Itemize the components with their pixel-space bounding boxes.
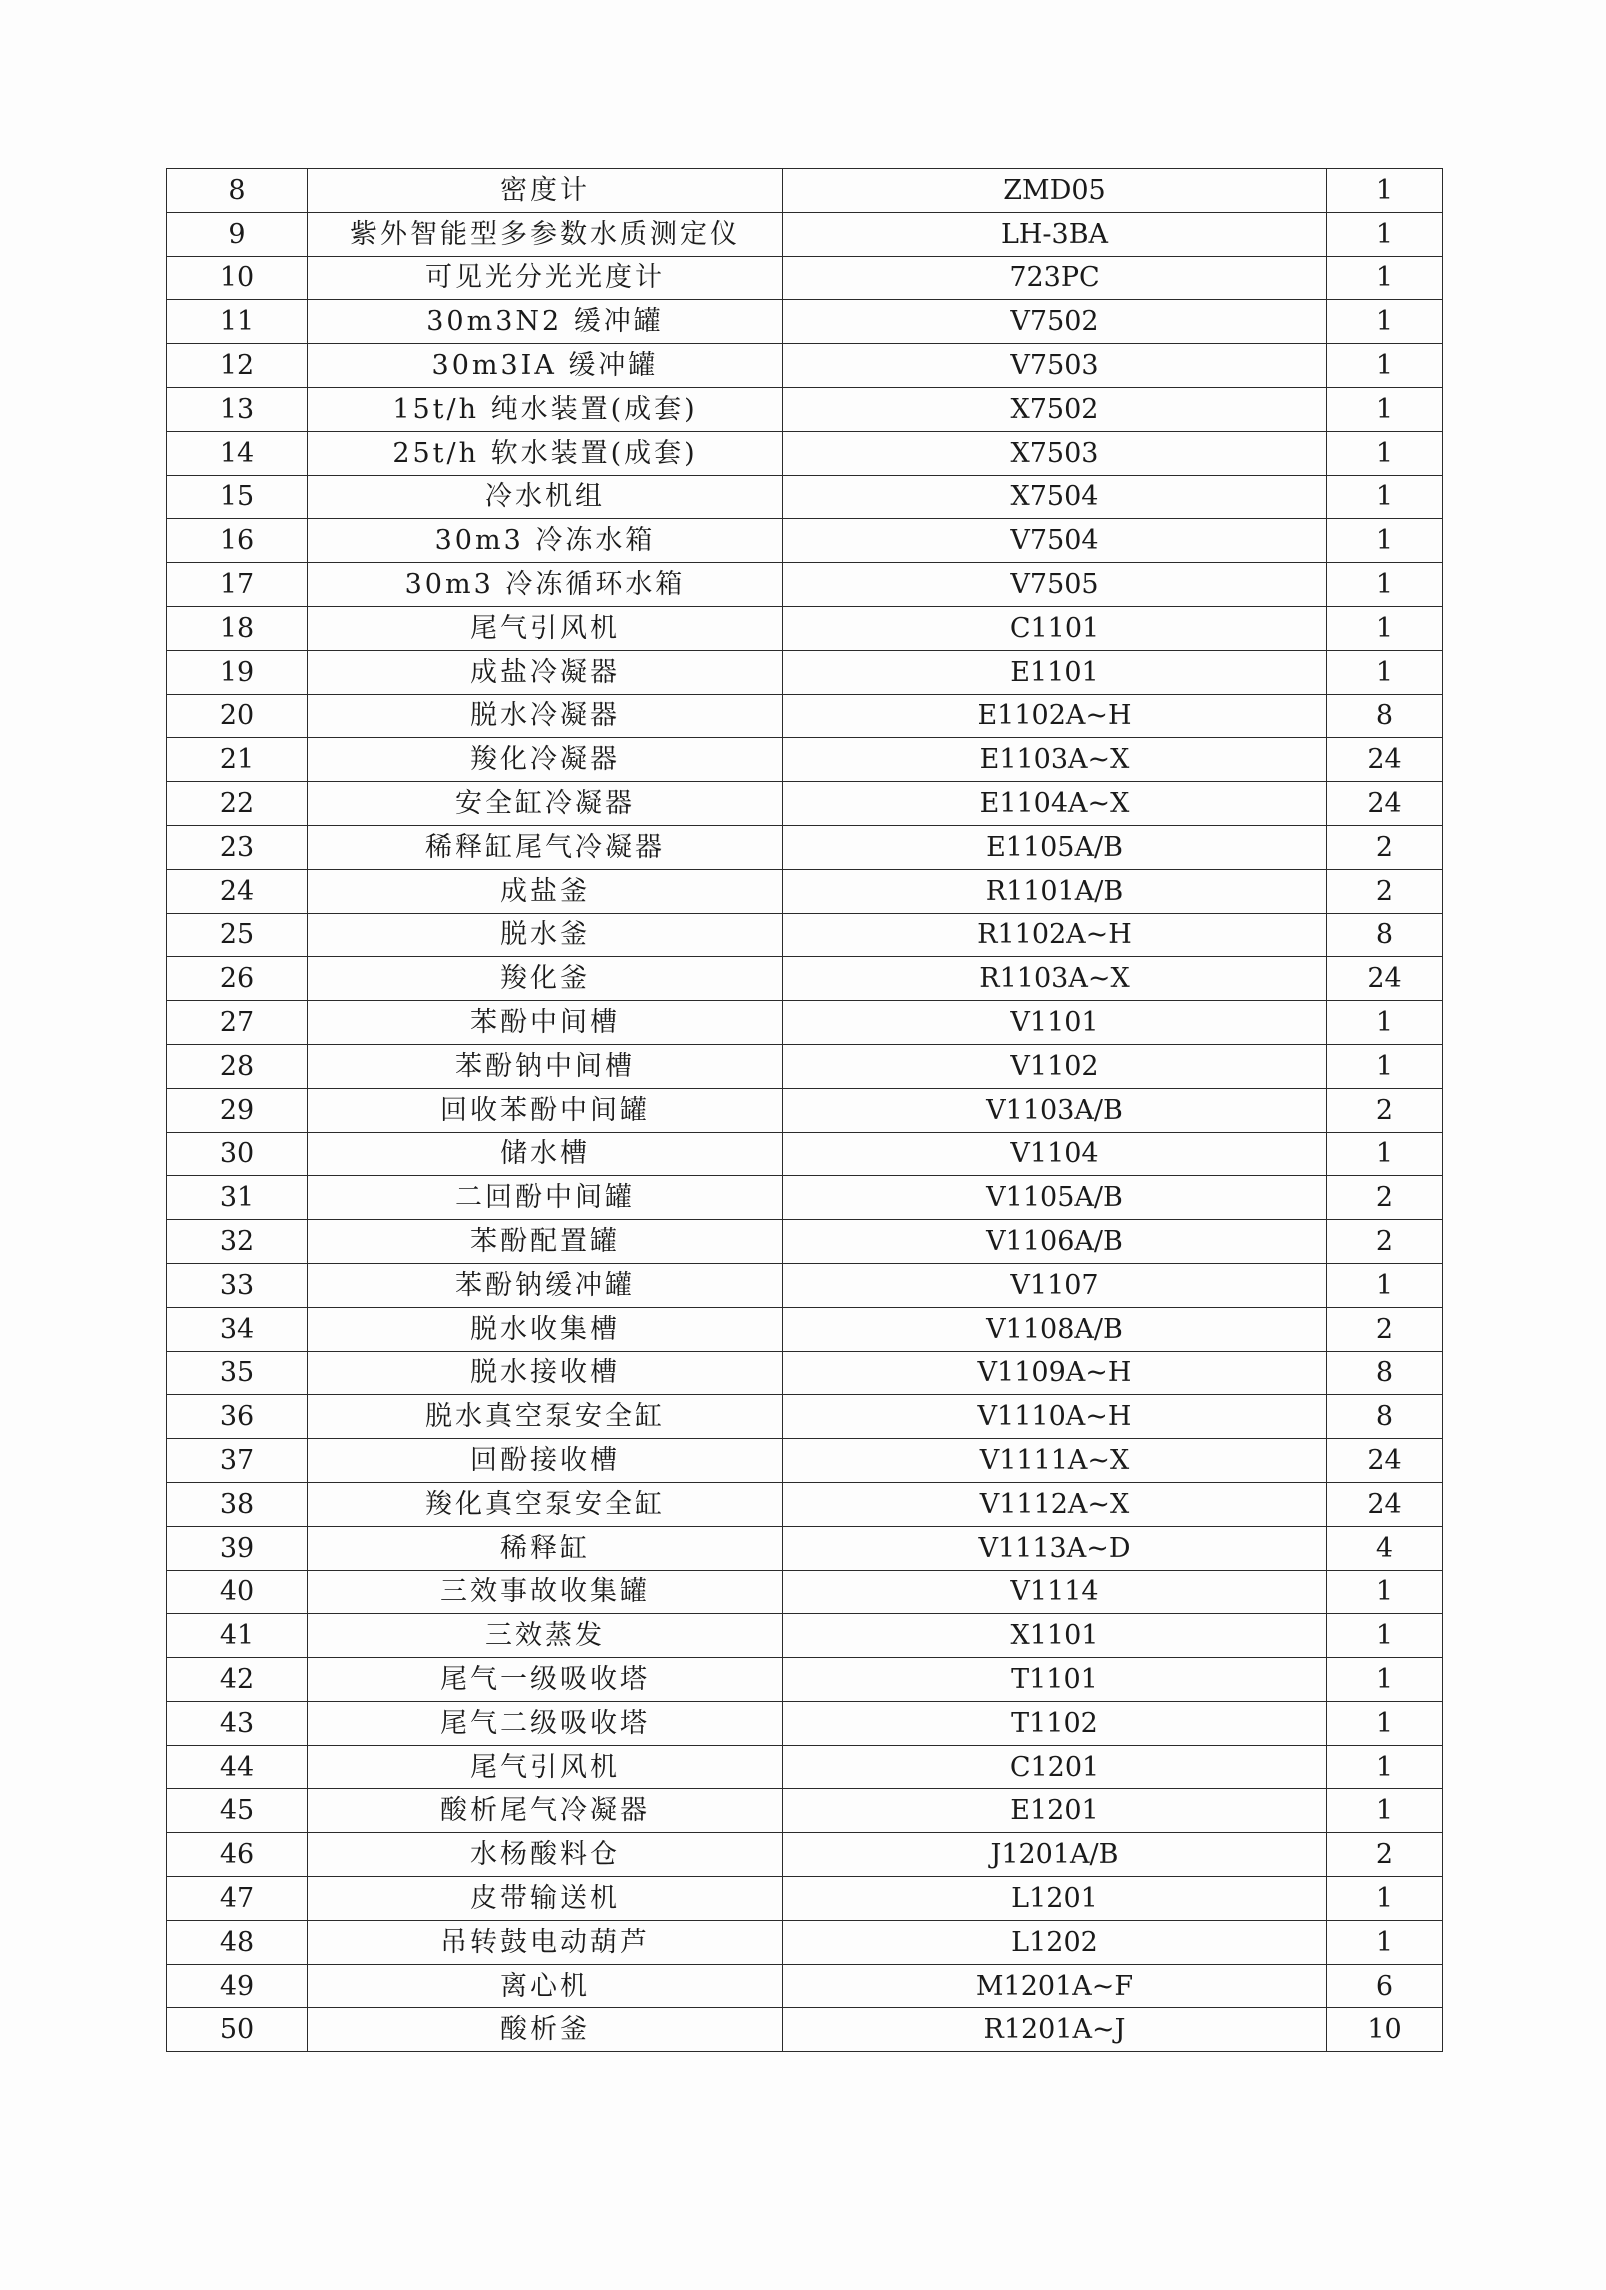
model-number-cell: E1101 [783, 650, 1327, 694]
table-row [167, 1833, 1443, 1877]
quantity-cell: 1 [1327, 212, 1443, 256]
model-number-cell: X7502 [783, 387, 1327, 431]
table-row [167, 475, 1443, 519]
model-number-cell: X1101 [783, 1614, 1327, 1658]
model-number-cell: V1111A~X [783, 1439, 1327, 1483]
row-number-cell: 14 [167, 431, 308, 475]
row-number-cell: 30 [167, 1132, 308, 1176]
quantity-cell: 1 [1327, 1789, 1443, 1833]
table-row [167, 563, 1443, 607]
quantity-cell: 1 [1327, 387, 1443, 431]
row-number-cell: 38 [167, 1482, 308, 1526]
table-row [167, 1658, 1443, 1702]
model-number-cell: R1201A~J [783, 2008, 1327, 2052]
equipment-name-cell: 三效蒸发 [308, 1614, 783, 1658]
model-number-cell: R1101A/B [783, 869, 1327, 913]
quantity-cell: 1 [1327, 300, 1443, 344]
equipment-name-cell: 15t/h 纯水装置(成套) [308, 387, 783, 431]
equipment-name-cell: 30m3 冷冻水箱 [308, 519, 783, 563]
quantity-cell: 1 [1327, 563, 1443, 607]
quantity-cell: 1 [1327, 256, 1443, 300]
row-number-cell: 50 [167, 2008, 308, 2052]
row-number-cell: 11 [167, 300, 308, 344]
row-number-cell: 17 [167, 563, 308, 607]
equipment-name-cell: 25t/h 软水装置(成套) [308, 431, 783, 475]
row-number-cell: 29 [167, 1088, 308, 1132]
row-number-cell: 37 [167, 1439, 308, 1483]
table-row [167, 1964, 1443, 2008]
quantity-cell: 24 [1327, 1439, 1443, 1483]
equipment-table-body [167, 169, 1443, 2052]
model-number-cell: V1109A~H [783, 1351, 1327, 1395]
row-number-cell: 36 [167, 1395, 308, 1439]
model-number-cell: ZMD05 [783, 169, 1327, 213]
table-row [167, 300, 1443, 344]
quantity-cell: 8 [1327, 1395, 1443, 1439]
table-row [167, 1570, 1443, 1614]
equipment-name-cell: 成盐釜 [308, 869, 783, 913]
quantity-cell: 8 [1327, 1351, 1443, 1395]
quantity-cell: 1 [1327, 344, 1443, 388]
table-row [167, 1614, 1443, 1658]
quantity-cell: 8 [1327, 913, 1443, 957]
equipment-name-cell: 30m3IA 缓冲罐 [308, 344, 783, 388]
row-number-cell: 33 [167, 1263, 308, 1307]
equipment-name-cell: 苯酚配置罐 [308, 1220, 783, 1264]
table-row [167, 1789, 1443, 1833]
row-number-cell: 43 [167, 1701, 308, 1745]
model-number-cell: V7504 [783, 519, 1327, 563]
model-number-cell: 723PC [783, 256, 1327, 300]
row-number-cell: 24 [167, 869, 308, 913]
table-row [167, 650, 1443, 694]
table-row [167, 694, 1443, 738]
equipment-name-cell: 储水槽 [308, 1132, 783, 1176]
equipment-name-cell: 皮带输送机 [308, 1877, 783, 1921]
model-number-cell: V7503 [783, 344, 1327, 388]
model-number-cell: M1201A~F [783, 1964, 1327, 2008]
table-row [167, 1088, 1443, 1132]
quantity-cell: 2 [1327, 1833, 1443, 1877]
model-number-cell: V1112A~X [783, 1482, 1327, 1526]
table-row [167, 431, 1443, 475]
equipment-name-cell: 稀释缸 [308, 1526, 783, 1570]
row-number-cell: 25 [167, 913, 308, 957]
row-number-cell: 41 [167, 1614, 308, 1658]
row-number-cell: 48 [167, 1920, 308, 1964]
row-number-cell: 31 [167, 1176, 308, 1220]
table-row [167, 1439, 1443, 1483]
quantity-cell: 1 [1327, 1701, 1443, 1745]
quantity-cell: 1 [1327, 1263, 1443, 1307]
table-row [167, 1395, 1443, 1439]
quantity-cell: 1 [1327, 1877, 1443, 1921]
equipment-name-cell: 30m3N2 缓冲罐 [308, 300, 783, 344]
equipment-name-cell: 苯酚钠中间槽 [308, 1044, 783, 1088]
equipment-name-cell: 30m3 冷冻循环水箱 [308, 563, 783, 607]
equipment-name-cell: 尾气一级吸收塔 [308, 1658, 783, 1702]
model-number-cell: V7505 [783, 563, 1327, 607]
model-number-cell: J1201A/B [783, 1833, 1327, 1877]
quantity-cell: 6 [1327, 1964, 1443, 2008]
row-number-cell: 10 [167, 256, 308, 300]
model-number-cell: V1110A~H [783, 1395, 1327, 1439]
table-row [167, 1132, 1443, 1176]
table-row [167, 387, 1443, 431]
equipment-name-cell: 可见光分光光度计 [308, 256, 783, 300]
equipment-name-cell: 脱水接收槽 [308, 1351, 783, 1395]
model-number-cell: E1104A~X [783, 782, 1327, 826]
quantity-cell: 2 [1327, 1176, 1443, 1220]
equipment-name-cell: 酸析尾气冷凝器 [308, 1789, 783, 1833]
table-row [167, 738, 1443, 782]
row-number-cell: 22 [167, 782, 308, 826]
row-number-cell: 12 [167, 344, 308, 388]
row-number-cell: 8 [167, 169, 308, 213]
table-row [167, 869, 1443, 913]
row-number-cell: 44 [167, 1745, 308, 1789]
quantity-cell: 1 [1327, 1001, 1443, 1045]
row-number-cell: 46 [167, 1833, 308, 1877]
row-number-cell: 49 [167, 1964, 308, 2008]
equipment-name-cell: 安全缸冷凝器 [308, 782, 783, 826]
equipment-name-cell: 脱水釜 [308, 913, 783, 957]
row-number-cell: 47 [167, 1877, 308, 1921]
quantity-cell: 1 [1327, 1570, 1443, 1614]
equipment-name-cell: 羧化釜 [308, 957, 783, 1001]
quantity-cell: 2 [1327, 1088, 1443, 1132]
quantity-cell: 1 [1327, 431, 1443, 475]
equipment-name-cell: 羧化冷凝器 [308, 738, 783, 782]
model-number-cell: V1101 [783, 1001, 1327, 1045]
table-row [167, 1745, 1443, 1789]
model-number-cell: E1102A~H [783, 694, 1327, 738]
equipment-name-cell: 回收苯酚中间罐 [308, 1088, 783, 1132]
model-number-cell: V1107 [783, 1263, 1327, 1307]
equipment-name-cell: 苯酚钠缓冲罐 [308, 1263, 783, 1307]
equipment-name-cell: 三效事故收集罐 [308, 1570, 783, 1614]
quantity-cell: 10 [1327, 2008, 1443, 2052]
model-number-cell: V7502 [783, 300, 1327, 344]
quantity-cell: 24 [1327, 1482, 1443, 1526]
model-number-cell: V1104 [783, 1132, 1327, 1176]
row-number-cell: 27 [167, 1001, 308, 1045]
row-number-cell: 32 [167, 1220, 308, 1264]
quantity-cell: 4 [1327, 1526, 1443, 1570]
equipment-name-cell: 水杨酸料仓 [308, 1833, 783, 1877]
quantity-cell: 24 [1327, 782, 1443, 826]
table-row [167, 1482, 1443, 1526]
model-number-cell: T1101 [783, 1658, 1327, 1702]
quantity-cell: 2 [1327, 869, 1443, 913]
model-number-cell: C1201 [783, 1745, 1327, 1789]
table-row [167, 1001, 1443, 1045]
model-number-cell: V1108A/B [783, 1307, 1327, 1351]
model-number-cell: R1102A~H [783, 913, 1327, 957]
model-number-cell: V1106A/B [783, 1220, 1327, 1264]
model-number-cell: T1102 [783, 1701, 1327, 1745]
table-row [167, 1044, 1443, 1088]
model-number-cell: E1201 [783, 1789, 1327, 1833]
quantity-cell: 1 [1327, 1658, 1443, 1702]
table-row [167, 1877, 1443, 1921]
quantity-cell: 1 [1327, 169, 1443, 213]
quantity-cell: 1 [1327, 606, 1443, 650]
row-number-cell: 9 [167, 212, 308, 256]
quantity-cell: 1 [1327, 475, 1443, 519]
model-number-cell: E1105A/B [783, 825, 1327, 869]
equipment-name-cell: 回酚接收槽 [308, 1439, 783, 1483]
row-number-cell: 35 [167, 1351, 308, 1395]
row-number-cell: 20 [167, 694, 308, 738]
table-row [167, 344, 1443, 388]
model-number-cell: X7503 [783, 431, 1327, 475]
table-row [167, 1701, 1443, 1745]
quantity-cell: 1 [1327, 1920, 1443, 1964]
model-number-cell: V1113A~D [783, 1526, 1327, 1570]
row-number-cell: 45 [167, 1789, 308, 1833]
equipment-name-cell: 羧化真空泵安全缸 [308, 1482, 783, 1526]
table-row [167, 913, 1443, 957]
row-number-cell: 21 [167, 738, 308, 782]
quantity-cell: 1 [1327, 1044, 1443, 1088]
table-row [167, 1220, 1443, 1264]
model-number-cell: V1102 [783, 1044, 1327, 1088]
table-row [167, 256, 1443, 300]
table-row [167, 1351, 1443, 1395]
row-number-cell: 16 [167, 519, 308, 563]
quantity-cell: 24 [1327, 957, 1443, 1001]
row-number-cell: 40 [167, 1570, 308, 1614]
quantity-cell: 1 [1327, 650, 1443, 694]
row-number-cell: 13 [167, 387, 308, 431]
table-row [167, 825, 1443, 869]
equipment-name-cell: 脱水收集槽 [308, 1307, 783, 1351]
quantity-cell: 1 [1327, 519, 1443, 563]
row-number-cell: 34 [167, 1307, 308, 1351]
table-row [167, 169, 1443, 213]
quantity-cell: 2 [1327, 1307, 1443, 1351]
equipment-name-cell: 苯酚中间槽 [308, 1001, 783, 1045]
row-number-cell: 26 [167, 957, 308, 1001]
equipment-name-cell: 脱水冷凝器 [308, 694, 783, 738]
quantity-cell: 1 [1327, 1745, 1443, 1789]
equipment-name-cell: 尾气二级吸收塔 [308, 1701, 783, 1745]
model-number-cell: V1114 [783, 1570, 1327, 1614]
table-row [167, 1176, 1443, 1220]
equipment-name-cell: 尾气引风机 [308, 606, 783, 650]
equipment-name-cell: 紫外智能型多参数水质测定仪 [308, 212, 783, 256]
equipment-name-cell: 冷水机组 [308, 475, 783, 519]
table-row [167, 2008, 1443, 2052]
quantity-cell: 8 [1327, 694, 1443, 738]
equipment-name-cell: 稀释缸尾气冷凝器 [308, 825, 783, 869]
equipment-name-cell: 吊转鼓电动葫芦 [308, 1920, 783, 1964]
model-number-cell: E1103A~X [783, 738, 1327, 782]
model-number-cell: L1201 [783, 1877, 1327, 1921]
quantity-cell: 1 [1327, 1132, 1443, 1176]
table-row [167, 519, 1443, 563]
equipment-name-cell: 二回酚中间罐 [308, 1176, 783, 1220]
model-number-cell: X7504 [783, 475, 1327, 519]
equipment-name-cell: 尾气引风机 [308, 1745, 783, 1789]
table-row [167, 782, 1443, 826]
table-row [167, 1526, 1443, 1570]
row-number-cell: 42 [167, 1658, 308, 1702]
equipment-name-cell: 脱水真空泵安全缸 [308, 1395, 783, 1439]
table-row [167, 606, 1443, 650]
equipment-name-cell: 离心机 [308, 1964, 783, 2008]
table-row [167, 1920, 1443, 1964]
model-number-cell: C1101 [783, 606, 1327, 650]
row-number-cell: 23 [167, 825, 308, 869]
model-number-cell: V1105A/B [783, 1176, 1327, 1220]
row-number-cell: 18 [167, 606, 308, 650]
equipment-name-cell: 酸析釜 [308, 2008, 783, 2052]
row-number-cell: 39 [167, 1526, 308, 1570]
model-number-cell: L1202 [783, 1920, 1327, 1964]
model-number-cell: LH-3BA [783, 212, 1327, 256]
equipment-name-cell: 成盐冷凝器 [308, 650, 783, 694]
table-row [167, 1263, 1443, 1307]
table-row [167, 212, 1443, 256]
row-number-cell: 19 [167, 650, 308, 694]
row-number-cell: 15 [167, 475, 308, 519]
model-number-cell: V1103A/B [783, 1088, 1327, 1132]
quantity-cell: 2 [1327, 825, 1443, 869]
equipment-name-cell: 密度计 [308, 169, 783, 213]
row-number-cell: 28 [167, 1044, 308, 1088]
quantity-cell: 1 [1327, 1614, 1443, 1658]
table-row [167, 957, 1443, 1001]
quantity-cell: 24 [1327, 738, 1443, 782]
quantity-cell: 2 [1327, 1220, 1443, 1264]
table-row [167, 1307, 1443, 1351]
equipment-table [166, 168, 1443, 2052]
model-number-cell: R1103A~X [783, 957, 1327, 1001]
